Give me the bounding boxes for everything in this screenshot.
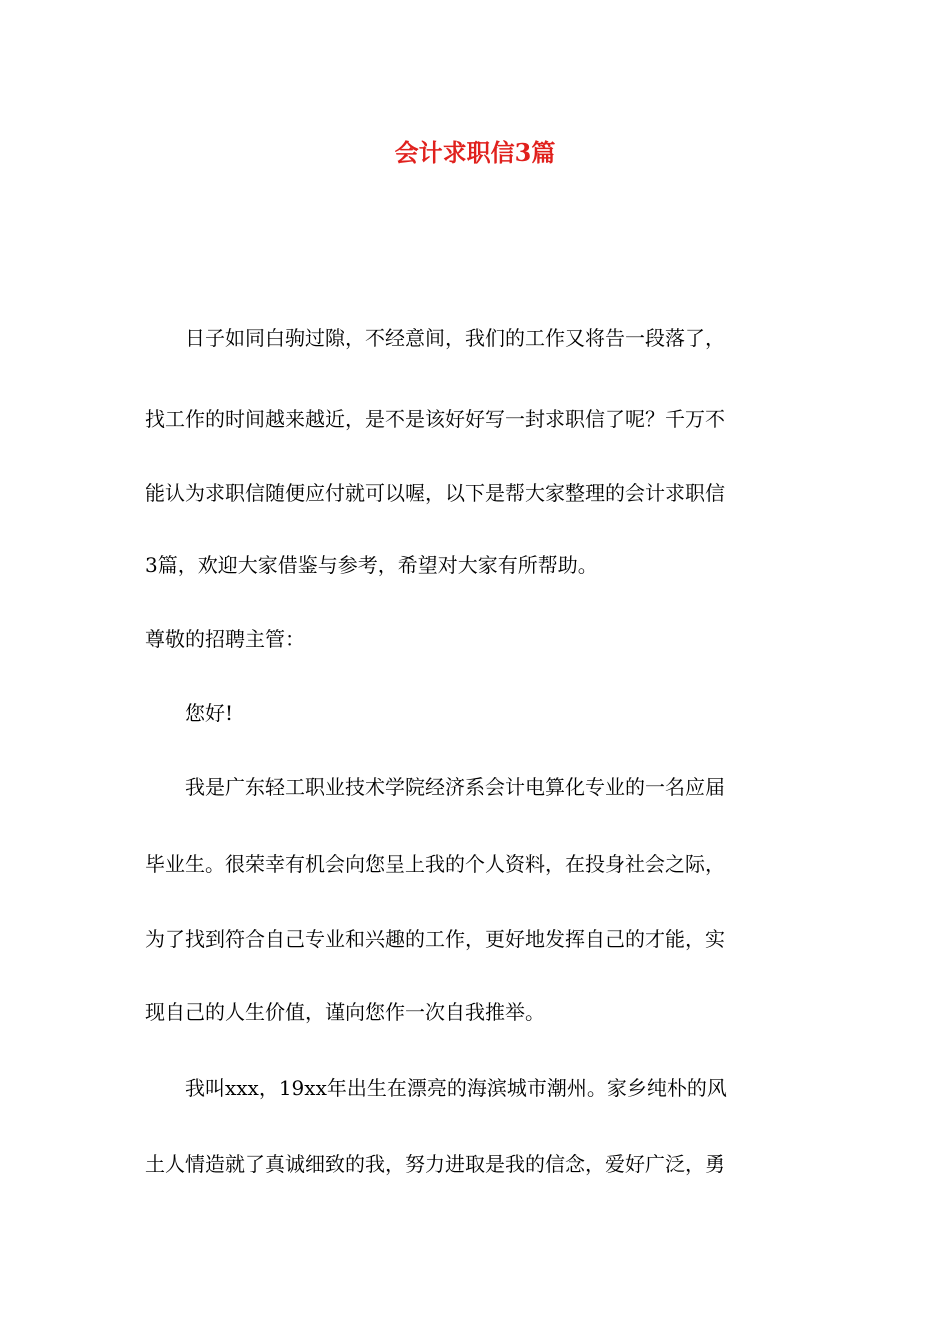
body-line-12: 土人情造就了真诚细致的我，努力进取是我的信念，爱好广泛，勇 <box>145 1152 725 1176</box>
body-line-7: 我是广东轻工职业技术学院经济系会计电算化专业的一名应届 <box>145 775 725 799</box>
body-line-11: 我叫xxx，19xx年出生在漂亮的海滨城市潮州。家乡纯朴的风 <box>145 1076 727 1100</box>
body-line-4: 3篇，欢迎大家借鉴与参考，希望对大家有所帮助。 <box>145 553 598 577</box>
greeting-line: 您好! <box>145 701 234 725</box>
body-line-2: 找工作的时间越来越近，是不是该好好写一封求职信了呢？千万不 <box>145 407 725 431</box>
body-line-8: 毕业生。很荣幸有机会向您呈上我的个人资料，在投身社会之际， <box>145 852 725 876</box>
salutation-line: 尊敬的招聘主管： <box>145 627 305 651</box>
body-line-10: 现自己的人生价值，谨向您作一次自我推举。 <box>145 1000 545 1024</box>
body-line-3: 能认为求职信随便应付就可以喔，以下是帮大家整理的会计求职信 <box>145 481 725 505</box>
document-title: 会计求职信3篇 <box>394 138 556 167</box>
body-line-1: 日子如同白驹过隙，不经意间，我们的工作又将告一段落了， <box>145 326 725 350</box>
body-line-9: 为了找到符合自己专业和兴趣的工作，更好地发挥自己的才能，实 <box>145 927 725 951</box>
